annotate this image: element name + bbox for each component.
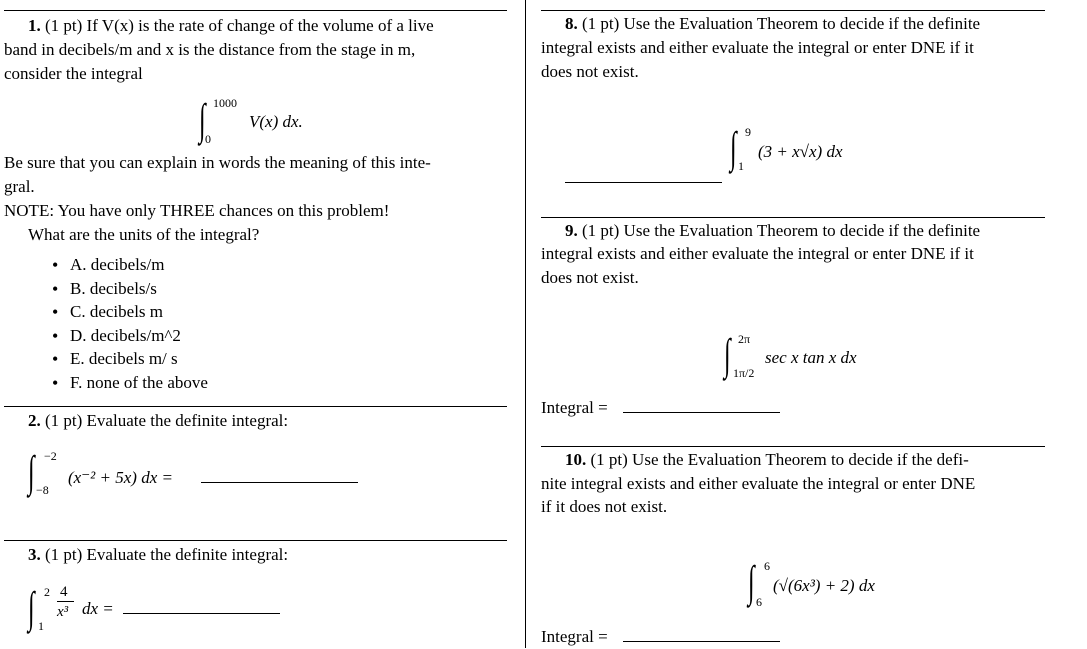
- problem10-answer-label: Integral =: [541, 627, 608, 646]
- problem1-line1: [28, 14, 434, 38]
- problem2-integrand: (x⁻² + 5x) dx =: [68, 468, 173, 487]
- problem10-top-rule: [541, 446, 1045, 447]
- problem8-top-rule: [541, 10, 1045, 11]
- problem9-top-rule: [541, 217, 1045, 218]
- integral-sign: ∫: [28, 583, 35, 632]
- problem1-explain2: gral.: [4, 177, 35, 196]
- problem10-lower-limit: 6: [756, 595, 762, 609]
- problem8-text2: integral exists and either evaluate the integral or enter DNE if it: [541, 38, 974, 57]
- problem1-text2: band in decibels/m and x is the distance from the stage in m,: [4, 40, 416, 59]
- integral-sign: ∫: [730, 123, 737, 172]
- problem9-integrand: sec x tan x dx: [765, 348, 857, 367]
- option-e[interactable]: • E. decibels m/ s: [52, 347, 208, 371]
- problem10-answer-blank[interactable]: [623, 641, 780, 642]
- problem9-line1: [565, 219, 980, 243]
- problem9-answer-label: Integral =: [541, 398, 608, 417]
- problem2-lower-limit: −8: [36, 483, 49, 497]
- problem8-integrand: (3 + x√x) dx: [758, 142, 843, 161]
- problem2-upper-limit: −2: [44, 449, 57, 463]
- problem8-answer-blank[interactable]: [565, 182, 722, 183]
- problem1-top-rule: [4, 10, 507, 11]
- problem1-note: NOTE: You have only THREE chances on this problem!: [4, 201, 390, 220]
- problem8-line1: [565, 12, 980, 36]
- problem1-text1: If V(x) is the rate of change of the volume of a live: [86, 16, 434, 35]
- problem3-points: (1 pt): [45, 545, 83, 564]
- integral-sign: ∫: [724, 330, 731, 379]
- option-c[interactable]: • C. decibels m: [52, 300, 208, 324]
- problem1-lower-limit: 0: [205, 132, 211, 146]
- fraction-bar: [57, 601, 74, 602]
- problem9-lower-limit: 1π/2: [733, 366, 755, 380]
- problem1-upper-limit: 1000: [213, 96, 237, 110]
- option-d[interactable]: • D. decibels/m^2: [52, 324, 208, 348]
- problem9-text3: does not exist.: [541, 268, 639, 287]
- problem8-text3: does not exist.: [541, 62, 639, 81]
- problem2-prompt: Evaluate the definite integral:: [86, 411, 289, 430]
- problem8-points: (1 pt): [582, 14, 620, 33]
- problem2-answer-blank[interactable]: [201, 482, 358, 483]
- option-b[interactable]: • B. decibels/s: [52, 277, 208, 301]
- problem1-integrand: V(x) dx.: [249, 112, 303, 131]
- problem3-answer-blank[interactable]: [123, 613, 280, 614]
- problem2-heading: [28, 409, 288, 433]
- problem3-lower-limit: 1: [38, 619, 44, 633]
- problem1-options: [52, 253, 208, 394]
- problem1-points: (1 pt): [45, 16, 83, 35]
- problem3-top-rule: [4, 540, 507, 541]
- integral-sign: ∫: [748, 557, 755, 606]
- problem3-upper-limit: 2: [44, 585, 50, 599]
- problem2-top-rule: [4, 406, 507, 407]
- problem10-text3: if it does not exist.: [541, 497, 668, 516]
- problem2-number: 2.: [28, 411, 41, 430]
- problem10-line1: [565, 448, 969, 472]
- option-f[interactable]: • F. none of the above: [52, 371, 208, 395]
- problem2-points: (1 pt): [45, 411, 83, 430]
- problem3-heading: [28, 543, 288, 567]
- problem8-number: 8.: [565, 14, 578, 33]
- problem1-question: What are the units of the integral?: [28, 225, 260, 244]
- problem9-answer-blank[interactable]: [623, 412, 780, 413]
- problem8-lower-limit: 1: [738, 159, 744, 173]
- problem10-integrand: (√(6x³) + 2) dx: [773, 576, 875, 595]
- integral-sign: ∫: [28, 447, 35, 496]
- problem10-number: 10.: [565, 450, 587, 469]
- problem3-numerator: 4: [60, 584, 68, 600]
- problem9-text2: integral exists and either evaluate the integral or enter DNE if it: [541, 244, 974, 263]
- option-a[interactable]: • A. decibels/m: [52, 253, 208, 277]
- problem1-explain1: Be sure that you can explain in words the meaning of this inte-: [4, 153, 431, 172]
- column-divider: [525, 0, 526, 648]
- problem10-points: (1 pt): [590, 450, 628, 469]
- problem1-text3: consider the integral: [4, 64, 143, 83]
- problem3-prompt: Evaluate the definite integral:: [86, 545, 289, 564]
- problem10-text2: nite integral exists and either evaluate the integral or enter DNE: [541, 474, 976, 493]
- problem9-points: (1 pt): [582, 221, 620, 240]
- problem1-number: 1.: [28, 16, 41, 35]
- problem9-upper-limit: 2π: [738, 332, 751, 346]
- problem8-upper-limit: 9: [745, 125, 751, 139]
- problem9-text1: Use the Evaluation Theorem to decide if the definite: [623, 221, 981, 240]
- integral-sign: ∫: [199, 95, 206, 144]
- problem3-number: 3.: [28, 545, 41, 564]
- problem9-number: 9.: [565, 221, 578, 240]
- problem3-tail: dx =: [82, 599, 114, 618]
- problem10-upper-limit: 6: [764, 559, 770, 573]
- problem8-text1: Use the Evaluation Theorem to decide if the definite: [623, 14, 981, 33]
- problem3-denominator: x³: [57, 604, 69, 620]
- problem10-text1: Use the Evaluation Theorem to decide if the defi-: [632, 450, 969, 469]
